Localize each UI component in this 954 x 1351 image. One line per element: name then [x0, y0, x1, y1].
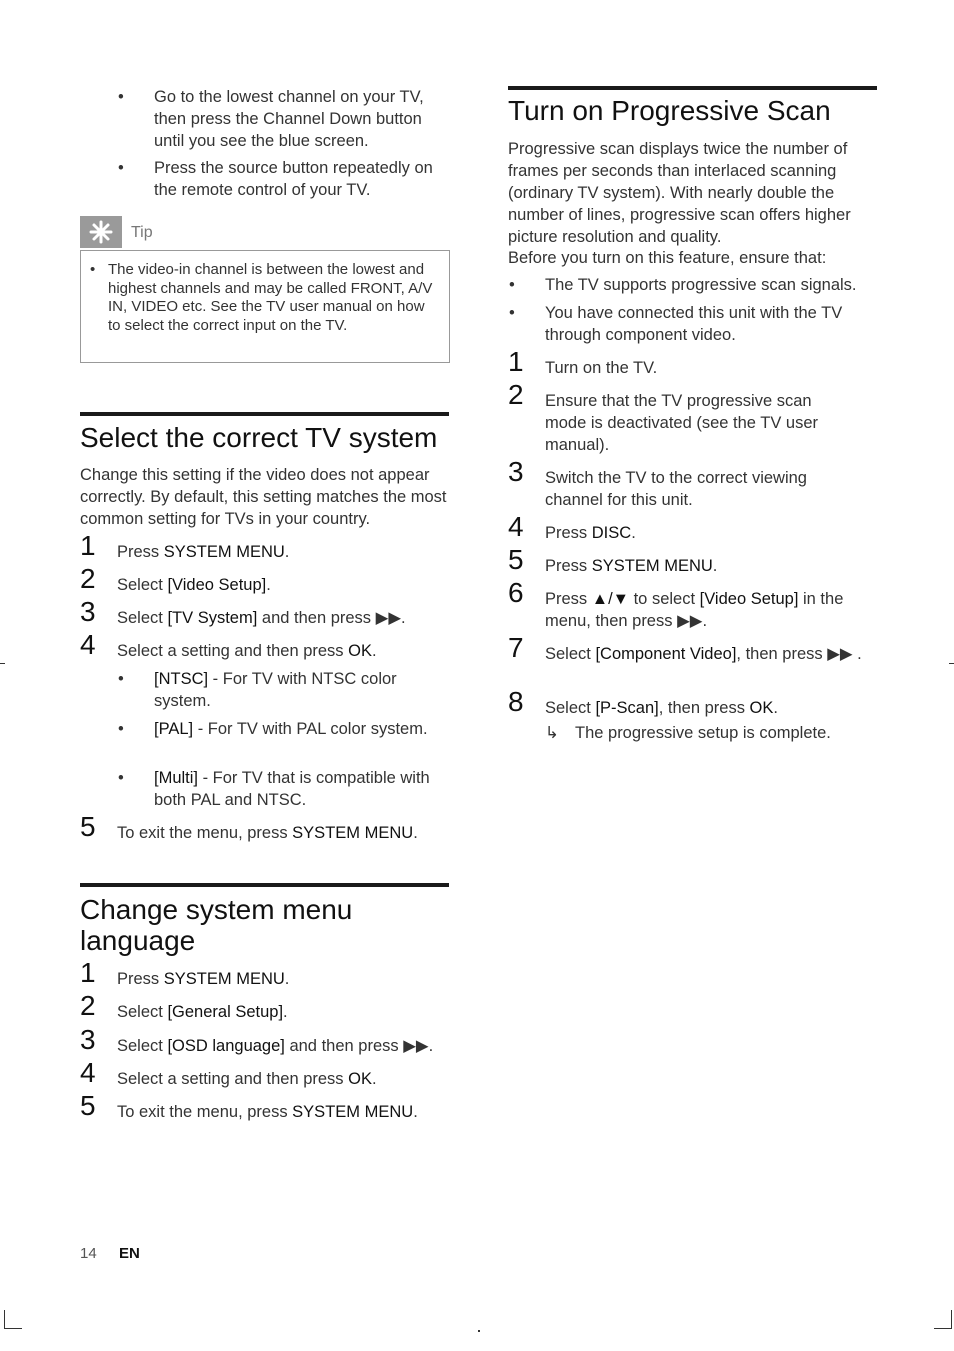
list-item: • Press the source button repeatedly on the remote control of your TV. — [118, 159, 433, 199]
option-item: • [NTSC] - For TV with NTSC color system. — [118, 670, 397, 710]
step-item: 8 Select [P-Scan], then press OK. — [508, 686, 778, 717]
step-item: 4 Select a setting and then press OK. — [80, 1057, 377, 1088]
step-item: 1 Press SYSTEM MENU. — [80, 530, 290, 561]
crop-mark — [949, 663, 954, 664]
step-item: 1 Turn on the TV. — [508, 346, 658, 377]
step-item: 7 Select [Component Video], then press ▶▶ . — [508, 632, 862, 663]
language-code: EN — [119, 1245, 140, 1262]
list-item: • Go to the lowest channel on your TV, then press the Channel Down button until you see the blue screen. — [118, 88, 424, 150]
option-item: • [Multi] - For TV that is compatible with both PAL and NTSC. — [118, 769, 430, 809]
crop-mark — [0, 663, 5, 664]
tip-icon — [80, 216, 122, 248]
step-item: 2 Ensure that the TV progressive scan mode is deactivated (see the TV user manual). — [508, 379, 819, 454]
section-title-tv-system: Select the correct TV system — [80, 422, 438, 453]
step-item: 3 Select [OSD language] and then press ▶▶. — [80, 1024, 434, 1055]
step-item: 2 Select [General Setup]. — [80, 990, 288, 1021]
step-item: 5 To exit the menu, press SYSTEM MENU. — [80, 1090, 418, 1121]
list-item: • The TV supports progressive scan signals. — [509, 276, 857, 294]
section-rule — [508, 86, 877, 90]
section-precondition: Before you turn on this feature, ensure that: — [508, 249, 827, 267]
crop-mark — [4, 1328, 22, 1329]
section-title-progressive-scan: Turn on Progressive Scan — [508, 95, 831, 126]
crop-mark — [934, 1328, 952, 1329]
crop-mark — [951, 1310, 952, 1328]
step-item: 5 Press SYSTEM MENU. — [508, 544, 718, 575]
option-item: • [PAL] - For TV with PAL color system. — [118, 720, 428, 738]
step-item: 4 Press DISC. — [508, 511, 636, 542]
list-item: • You have connected this unit with the TV through component video. — [509, 304, 843, 344]
crop-mark — [478, 1330, 480, 1332]
section-description: Change this setting if the video does not appear correctly. By default, this setting matches the most common setting for TVs in your country. — [80, 466, 447, 528]
tip-box — [80, 250, 450, 363]
step-item: 3 Switch the TV to the correct viewing channel for this unit. — [508, 456, 807, 509]
page-number: 14 — [80, 1245, 97, 1262]
crop-mark — [4, 1310, 5, 1328]
section-description: Progressive scan displays twice the number of frames per seconds than interlaced scanning (ordinary TV system). With nearly double the number of lines, progressive scan offers higher picture resolution and quality. — [508, 140, 851, 246]
result-arrow-icon: ↳ — [545, 724, 559, 742]
section-rule — [80, 412, 449, 416]
step-item: 6 Press ▲/▼ to select [Video Setup] in the menu, then press ▶▶. — [508, 577, 844, 630]
tip-item: • The video-in channel is between the lowest and highest channels and may be called FRONT, A/V IN, VIDEO etc. See the TV user manual on how to select the correct input on the TV. — [90, 261, 433, 334]
step-item: 1 Press SYSTEM MENU. — [80, 957, 290, 988]
section-rule — [80, 883, 449, 887]
step-item: 2 Select [Video Setup]. — [80, 563, 271, 594]
step-item: 5 To exit the menu, press SYSTEM MENU. — [80, 811, 418, 842]
step-result: ↳ The progressive setup is complete. — [545, 724, 831, 742]
step-item: 3 Select [TV System] and then press ▶▶. — [80, 596, 406, 627]
section-title-menu-language: Change system menu language — [80, 894, 353, 956]
step-item: 4 Select a setting and then press OK. — [80, 629, 377, 660]
tip-label: Tip — [131, 224, 153, 241]
